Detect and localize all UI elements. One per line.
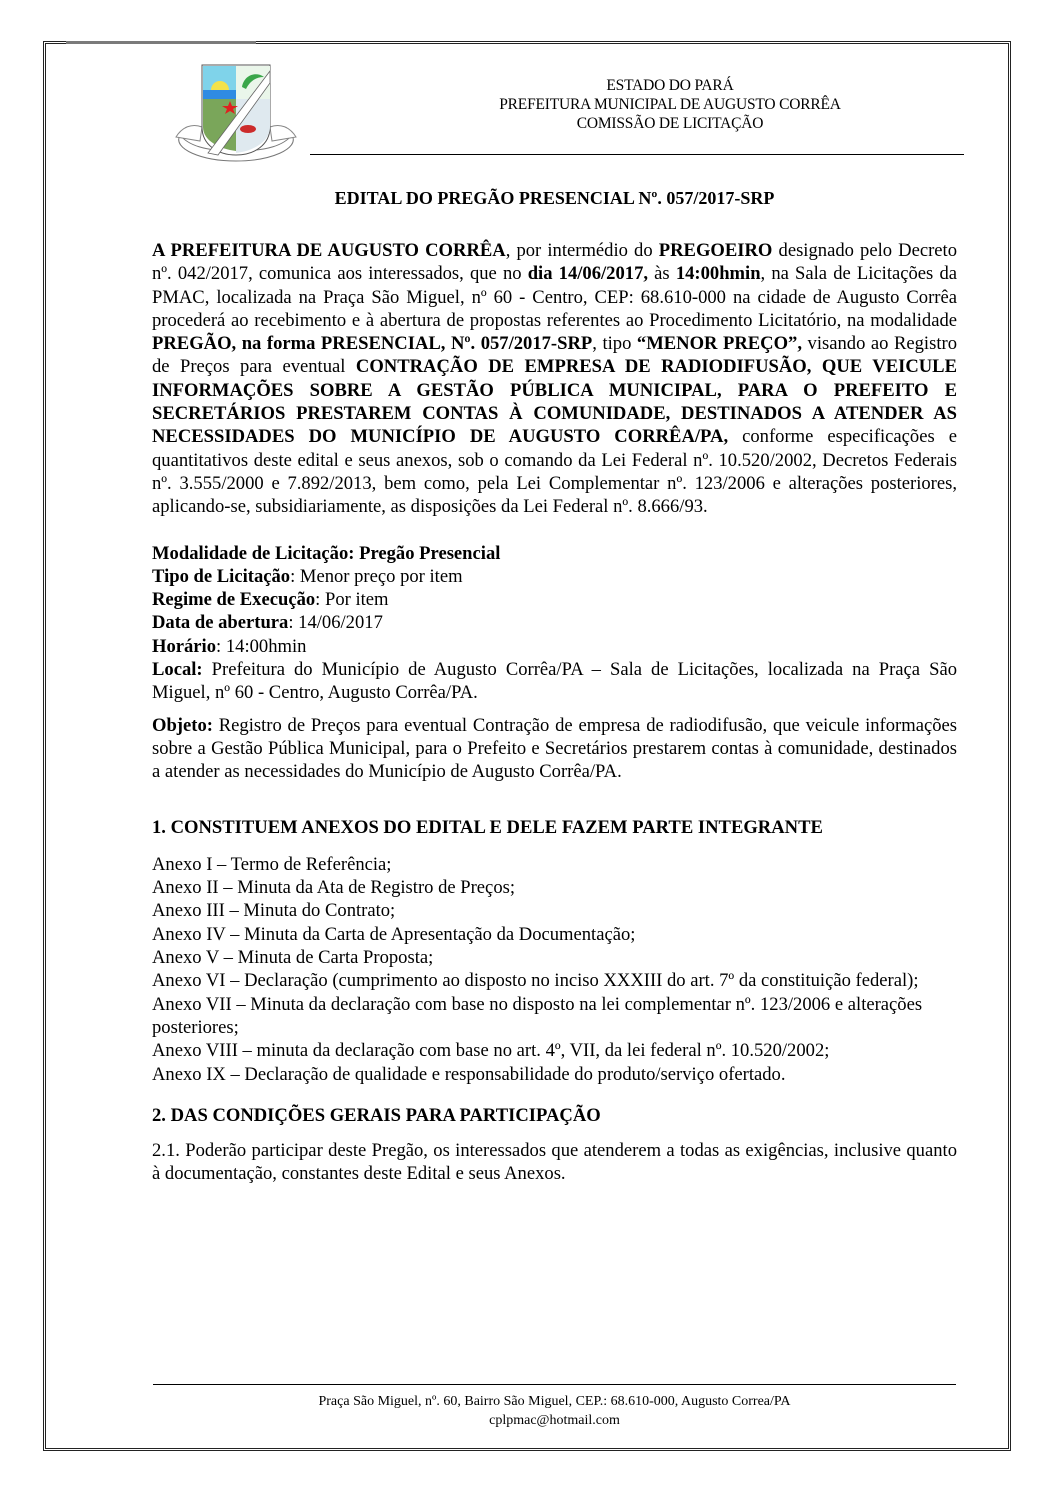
section-2-title: 2. DAS CONDIÇÕES GERAIS PARA PARTICIPAÇÃO	[152, 1104, 601, 1126]
field-label: Tipo de Licitação	[152, 565, 291, 587]
document-title: EDITAL DO PREGÃO PRESENCIAL Nº. 057/2017-SRP	[334, 188, 775, 208]
document-body	[152, 239, 957, 1186]
clause-2-1: 2.1. Poderão participar deste Pregão, os interessados que atenderem a todas as exigências, inclusive quanto à documentação, constantes deste Edital e seus Anexos.	[152, 1140, 957, 1185]
intro-text: , tipo	[592, 333, 637, 355]
field-tipo	[152, 565, 957, 588]
intro-date: dia 14/06/2017,	[527, 263, 649, 285]
field-regime	[152, 588, 957, 611]
objeto-paragraph	[152, 714, 957, 784]
letterhead	[380, 76, 960, 133]
field-horario	[152, 635, 957, 658]
annex-item: Anexo VIII – minuta da declaração com base no art. 4º, VII, da lei federal nº. 10.520/2002;	[152, 1040, 830, 1062]
intro-object: CONTRAÇÃO DE EMPRESA DE RADIODIFUSÃO, QUE VEICULE INFORMAÇÕES SOBRE A GESTÃO PÚBLICA MUNICIPAL, PARA O PREFEITO E SECRETÁRIOS PRESTAREM CONTAS À COMUNIDADE, DESTINADOS A ATENDER AS NECESSIDADES DO MUNICÍPIO DE AUGUSTO CORRÊA/PA,	[152, 356, 957, 448]
annex-item: Anexo II – Minuta da Ata de Registro de Preços;	[152, 877, 516, 899]
intro-entity: A PREFEITURA DE AUGUSTO CORRÊA	[152, 240, 506, 261]
intro-time: 14:00hmin	[675, 263, 761, 285]
intro-text: visando ao Registro de Preços para eventual	[152, 333, 957, 378]
annex-item: Anexo III – Minuta do Contrato;	[152, 900, 396, 922]
footer	[153, 1392, 956, 1430]
footer-address: Praça São Miguel, nº. 60, Bairro São Miguel, CEP.: 68.610-000, Augusto Correa/PA	[318, 1394, 791, 1409]
field-data	[152, 611, 957, 634]
letterhead-commission: COMISSÃO DE LICITAÇÃO	[576, 115, 764, 132]
field-value: : Menor preço por item	[290, 565, 463, 587]
field-local	[152, 658, 957, 705]
intro-text: conforme especificações e quantitativos deste edital e seus anexos, sob o comando da Lei Federal nº. 10.520/2002, Decretos Federais nº. 3.555/2000 e 7.892/2013, bem como, pela Lei Complementar nº. 123/2006 e alterações posteriores, aplicando-se, subsidiariamente, as disposições da Lei Federal nº. 8.666/93.	[152, 426, 957, 518]
field-value: Prefeitura do Município de Augusto Corrêa/PA – Sala de Licitações, localizada na Praça São Miguel, nº 60 - Centro, Augusto Corrêa/PA.	[152, 659, 957, 704]
letterhead-municipality: PREFEITURA MUNICIPAL DE AUGUSTO CORRÊA	[499, 96, 841, 113]
field-value: : 14/06/2017	[288, 612, 383, 634]
footer-email: cplpmac@hotmail.com	[489, 1413, 620, 1428]
field-value: : Por item	[315, 589, 389, 611]
letterhead-state: ESTADO DO PARÁ	[606, 77, 734, 94]
intro-pregoeiro: PREGOEIRO	[658, 240, 773, 261]
intro-text: às	[648, 263, 676, 285]
annex-item: Anexo V – Minuta de Carta Proposta;	[152, 947, 434, 969]
objeto-value: Registro de Preços para eventual Contração de empresa de radiodifusão, que veicule informações sobre a Gestão Pública Municipal, para o Prefeito e Secretários prestarem contas à comunidade, destinados a atender as necessidades do Município de Augusto Corrêa/PA.	[152, 714, 957, 783]
field-label: Regime de Execução	[152, 589, 316, 611]
annex-item: Anexo I – Termo de Referência;	[152, 853, 392, 875]
annex-item: Anexo VI – Declaração (cumprimento ao disposto no inciso XXXIII do art. 7º da constituição federal);	[152, 970, 919, 992]
field-label: Data de abertura	[152, 612, 289, 634]
footer-divider	[153, 1384, 956, 1385]
intro-modality: PREGÃO, na forma PRESENCIAL, Nº. 057/2017-SRP	[152, 333, 593, 355]
annex-list	[152, 853, 957, 1086]
field-label: Horário	[152, 635, 217, 657]
intro-paragraph	[152, 239, 957, 519]
objeto-label: Objeto:	[152, 714, 213, 736]
field-label: Modalidade de Licitação: Pregão Presencial	[152, 542, 501, 564]
annex-item: Anexo VII – Minuta da declaração com base no disposto na lei complementar nº. 123/2006 e alterações posteriores;	[152, 993, 923, 1038]
intro-text: , na Sala de Licitações da PMAC, localizada na Praça São Miguel, nº 60 - Centro, CEP: 68.610-000 na cidade de Augusto Corrêa procederá ao recebimento e à abertura de propostas referentes ao Procedimento Licitatório, na modalidade	[152, 263, 957, 331]
intro-text: designado pelo Decreto nº. 042/2017, comunica aos interessados, que no	[152, 240, 957, 285]
field-modalidade	[152, 542, 957, 565]
coat-of-arms-icon	[172, 57, 300, 163]
header-divider	[310, 154, 964, 155]
annex-item: Anexo IV – Minuta da Carta de Apresentação da Documentação;	[152, 923, 636, 945]
intro-type: “MENOR PREÇO”,	[636, 333, 803, 355]
section-1-title: 1. CONSTITUEM ANEXOS DO EDITAL E DELE FAZEM PARTE INTEGRANTE	[152, 816, 823, 838]
annex-item: Anexo IX – Declaração de qualidade e responsabilidade do produto/serviço ofertado.	[152, 1063, 786, 1085]
field-value: : 14:00hmin	[216, 635, 307, 657]
intro-text: , por intermédio do	[505, 240, 659, 261]
field-label: Local:	[152, 659, 203, 681]
bid-details	[152, 542, 957, 658]
